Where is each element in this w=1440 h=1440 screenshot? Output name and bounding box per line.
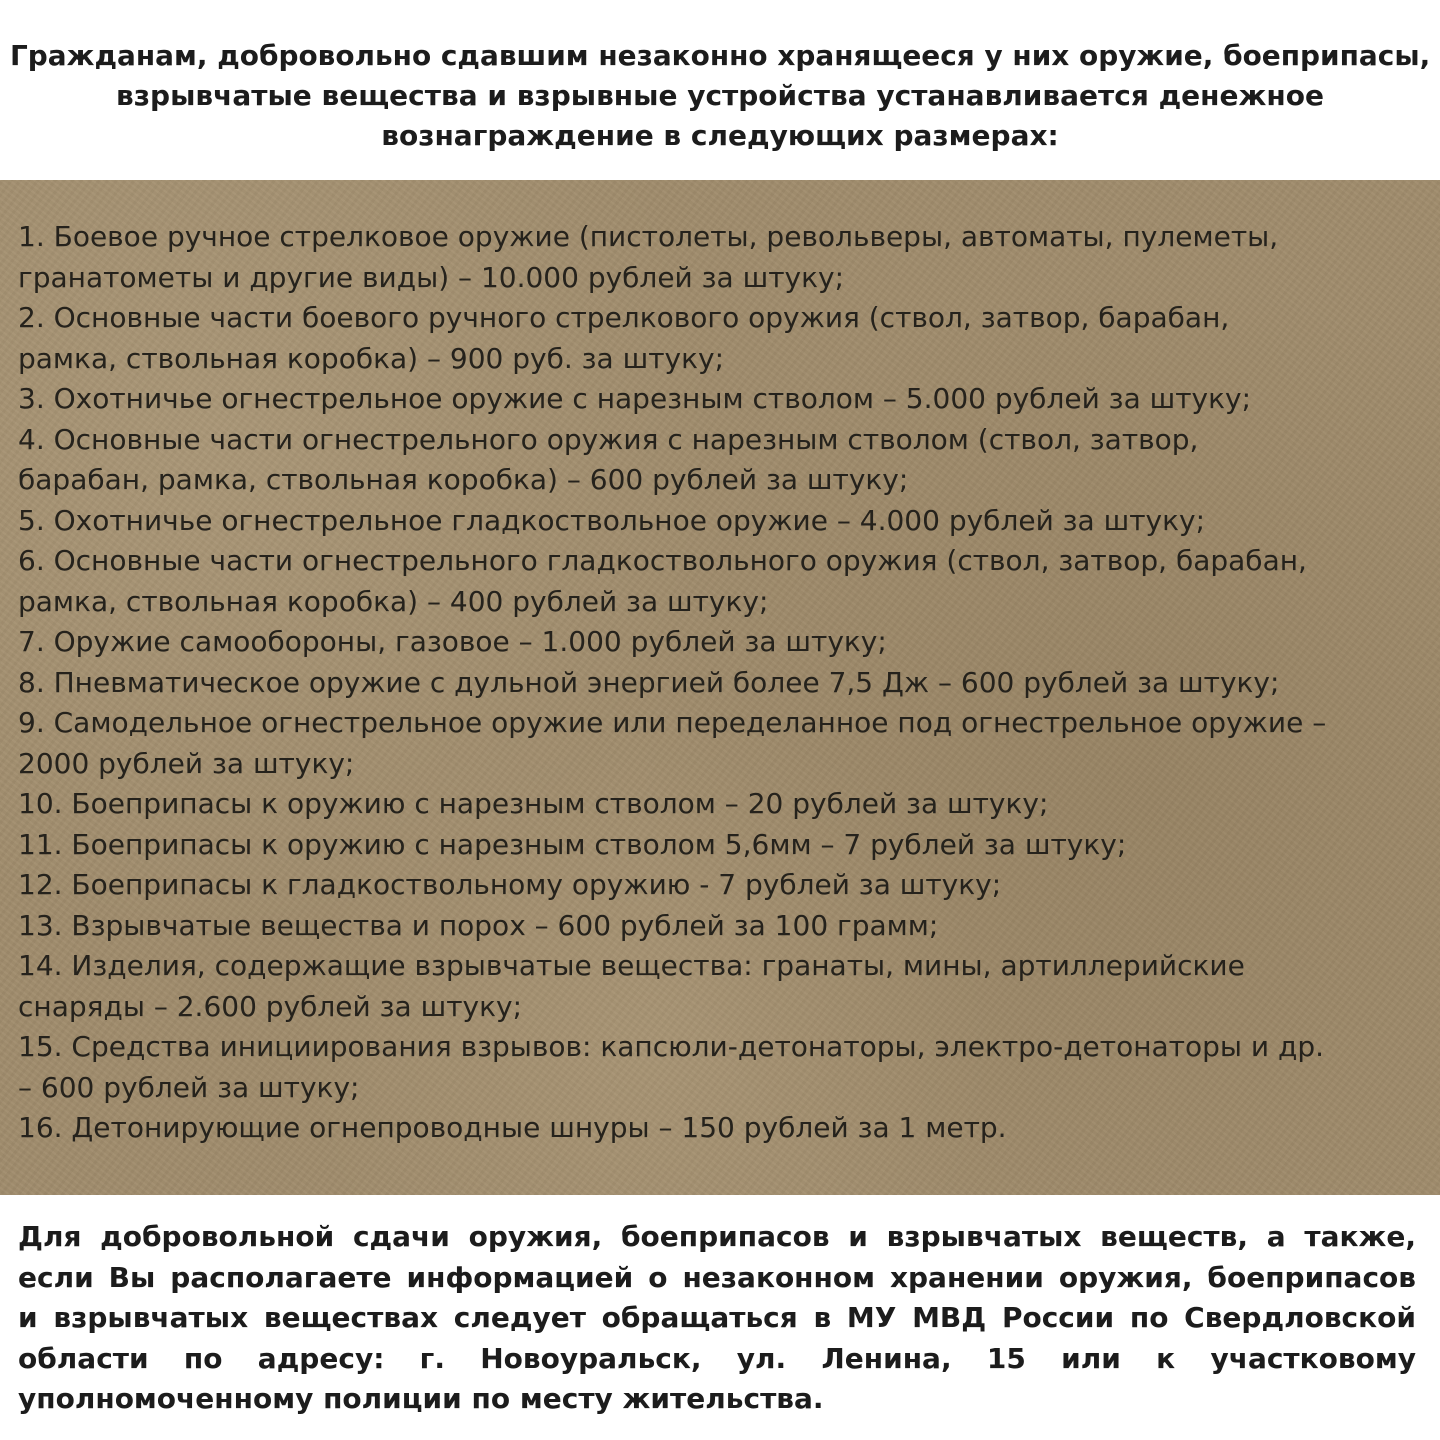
header-line: вознаграждение в следующих размерах: (381, 119, 1059, 152)
list-item-line: 12. Боеприпасы к гладкоствольному оружию - 7 рублей за штуку; (18, 868, 1002, 901)
list-item (18, 541, 1428, 622)
list-item-line: 2000 рублей за штуку; (18, 746, 355, 780)
list-item (18, 298, 1428, 379)
list-item-line: 11. Боеприпасы к оружию с нарезным стволом 5,6мм – 7 рублей за штуку; (18, 827, 1127, 861)
list-item-line: 16. Детонирующие огнепроводные шнуры – 150 рублей за 1 метр. (18, 1111, 1007, 1144)
footer-line: Для добровольной сдачи оружия, боеприпасов и взрывчатых веществ, а также, (18, 1220, 1416, 1253)
list-item-line: 7. Оружие самообороны, газовое – 1.000 рублей за штуку; (18, 625, 887, 658)
list-item (18, 622, 1428, 663)
footer-contact-notice (18, 1217, 1416, 1420)
list-item (18, 703, 1428, 784)
list-item (18, 663, 1428, 704)
footer-line: области по адресу: г. Новоуральск, ул. Ленина, 15 или к участковому (18, 1341, 1416, 1375)
list-item-line: 3. Охотничье огнестрельное оружие с нарезным стволом – 5.000 рублей за штуку; (18, 382, 1252, 415)
list-item-line: рамка, ствольная коробка) – 400 рублей за штуку; (18, 584, 769, 618)
list-item-line: 4. Основные части огнестрельного оружия с нарезным стволом (ствол, затвор, (18, 422, 1199, 456)
list-item-line: 6. Основные части огнестрельного гладкоствольного оружия (ствол, затвор, барабан, (18, 544, 1307, 577)
footer-line: и взрывчатых веществах следует обращаться в МУ МВД России по Свердловской (18, 1301, 1416, 1334)
list-item-line: 2. Основные части боевого ручного стрелкового оружия (ствол, затвор, барабан, (18, 301, 1230, 334)
list-item (18, 1108, 1428, 1149)
list-item-line: 14. Изделия, содержащие взрывчатые вещества: гранаты, мины, артиллерийские (18, 949, 1245, 982)
list-item (18, 1027, 1428, 1108)
list-item-line: барабан, рамка, ствольная коробка) – 600 рублей за штуку; (18, 463, 909, 496)
header-line: Гражданам, добровольно сдавшим незаконно хранящееся у них оружие, боеприпасы, (10, 39, 1431, 72)
list-item (18, 784, 1428, 825)
list-item (18, 946, 1428, 1027)
list-item-line: 1. Боевое ручное стрелковое оружие (пистолеты, револьверы, автоматы, пулеметы, (18, 220, 1279, 253)
header-heading (0, 0, 1440, 180)
list-item-line: 13. Взрывчатые вещества и порох – 600 рублей за 100 грамм; (18, 908, 939, 942)
list-item-line: 10. Боеприпасы к оружию с нарезным стволом – 20 рублей за штуку; (18, 787, 1049, 820)
list-item (18, 906, 1428, 947)
footer-line: если Вы располагаете информацией о незаконном хранении оружия, боеприпасов (18, 1260, 1416, 1294)
list-item (18, 865, 1428, 906)
list-item-line: 5. Охотничье огнестрельное гладкоствольное оружие – 4.000 рублей за штуку; (18, 503, 1206, 537)
list-item-line: рамка, ствольная коробка) – 900 руб. за штуку; (18, 341, 725, 375)
list-item-line: снаряды – 2.600 рублей за штуку; (18, 989, 522, 1023)
list-item-line: 8. Пневматическое оружие с дульной энергией более 7,5 Дж – 600 рублей за штуку; (18, 665, 1280, 699)
list-item (18, 420, 1428, 501)
list-item (18, 501, 1428, 542)
reward-list (18, 217, 1428, 1149)
list-item-line: гранатометы и другие виды) – 10.000 рублей за штуку; (18, 260, 845, 294)
list-item (18, 217, 1428, 298)
list-item (18, 825, 1428, 866)
list-item (18, 379, 1428, 420)
list-item-line: 9. Самодельное огнестрельное оружие или переделанное под огнестрельное оружие – (18, 706, 1327, 739)
header-line: взрывчатые вещества и взрывные устройства устанавливается денежное (116, 79, 1324, 112)
footer-line: уполномоченному полиции по месту жительства. (18, 1382, 824, 1415)
list-item-line: – 600 рублей за штуку; (18, 1070, 360, 1104)
list-item-line: 15. Средства инициирования взрывов: капсюли-детонаторы, электро-детонаторы и др. (18, 1030, 1325, 1063)
